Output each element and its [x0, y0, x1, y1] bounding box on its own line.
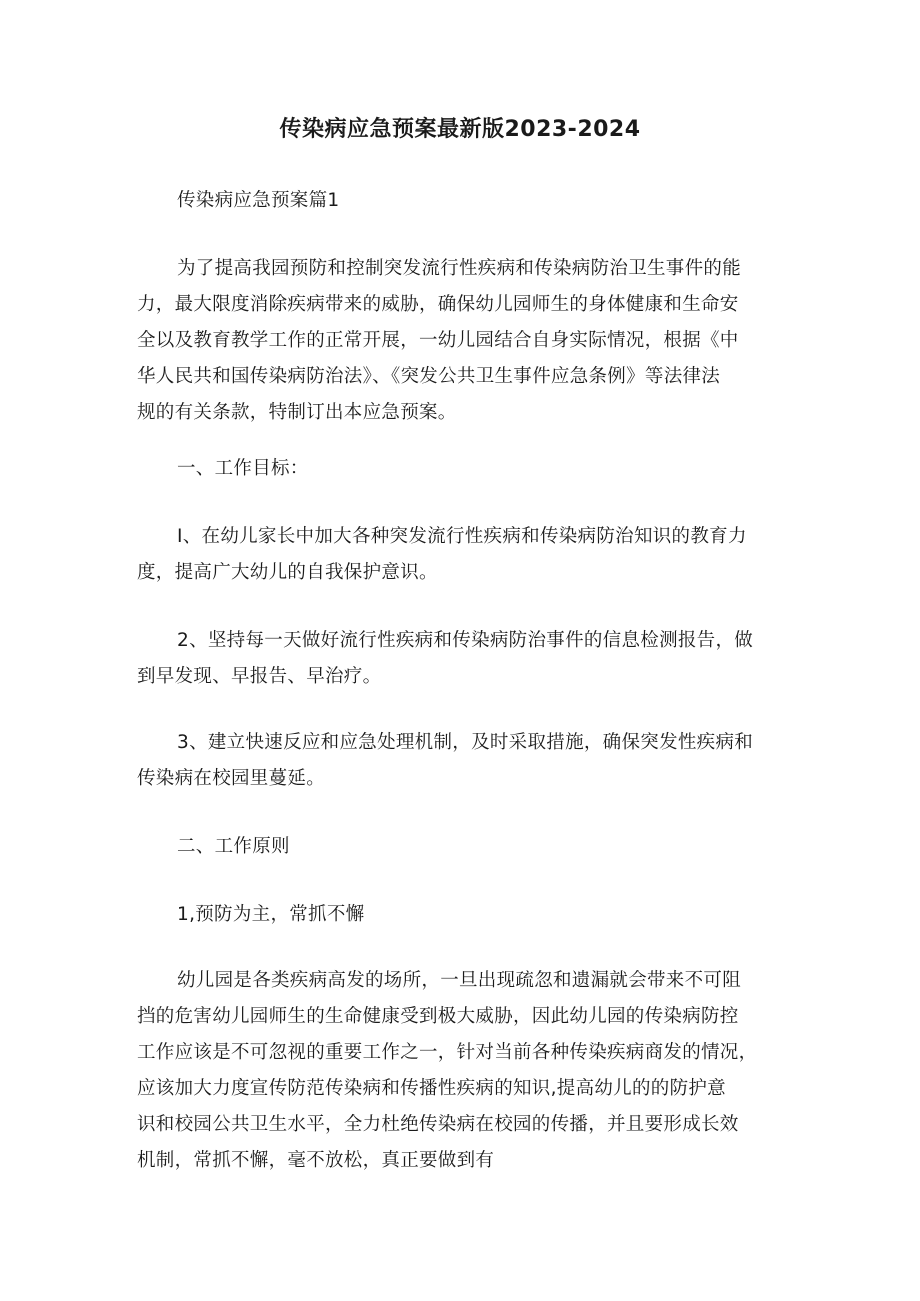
intro-line-2: 力，最大限度消除疾病带来的威胁，确保幼儿园师生的身体健康和生命安	[137, 294, 739, 315]
document-title: 传染病应急预案最新版2023-2024	[279, 117, 641, 142]
intro-line-4: 华人民共和国传染病防治法》、《突发公共卫生事件应急条例》等法律法	[137, 366, 721, 387]
intro-line-1: 为了提高我园预防和控制突发流行性疾病和传染病防治卫生事件的能	[177, 258, 742, 279]
principle-1-title: 1,预防为主，常抓不懈	[177, 904, 365, 925]
heading-goals: 一、工作目标：	[177, 458, 309, 479]
intro-line-5: 规的有关条款，特制订出本应急预案。	[137, 402, 457, 423]
principle-1-line-4: 应该加大力度宣传防范传染病和传播性疾病的知识,提高幼儿的的防护意	[137, 1078, 726, 1099]
section-title: 传染病应急预案篇1	[177, 190, 340, 211]
goal-1-line-1: I、在幼儿家长中加大各种突发流行性疾病和传染病防治知识的教育力	[177, 526, 747, 547]
heading-principles: 二、工作原则	[177, 836, 290, 857]
principle-1-line-2: 挡的危害幼儿园师生的生命健康受到极大威胁，因此幼儿园的传染病防控	[137, 1006, 739, 1027]
goal-3-line-1: 3、建立快速反应和应急处理机制，及时采取措施，确保突发性疾病和	[177, 732, 754, 753]
goal-3-line-2: 传染病在校园里蔓延。	[137, 768, 326, 789]
intro-line-3: 全以及教育教学工作的正常开展，一幼儿园结合自身实际情况，根据《中	[137, 330, 739, 351]
goal-1-line-2: 度，提高广大幼儿的自我保护意识。	[137, 562, 438, 583]
goal-2-line-2: 到早发现、早报告、早治疗。	[137, 666, 382, 687]
principle-1-line-1: 幼儿园是各类疾病高发的场所，一旦出现疏忽和遗漏就会带来不可阻	[177, 970, 742, 991]
goal-2-line-1: 2、坚持每一天做好流行性疾病和传染病防治事件的信息检测报告，做	[177, 630, 754, 651]
principle-1-line-3: 工作应该是不可忽视的重要工作之一，针对当前各种传染疾病商发的情况，	[137, 1042, 758, 1063]
principle-1-line-6: 机制，常抓不懈，毫不放松，真正要做到有	[137, 1150, 495, 1171]
principle-1-line-5: 识和校园公共卫生水平，全力杜绝传染病在校园的传播，并且要形成长效	[137, 1114, 739, 1135]
